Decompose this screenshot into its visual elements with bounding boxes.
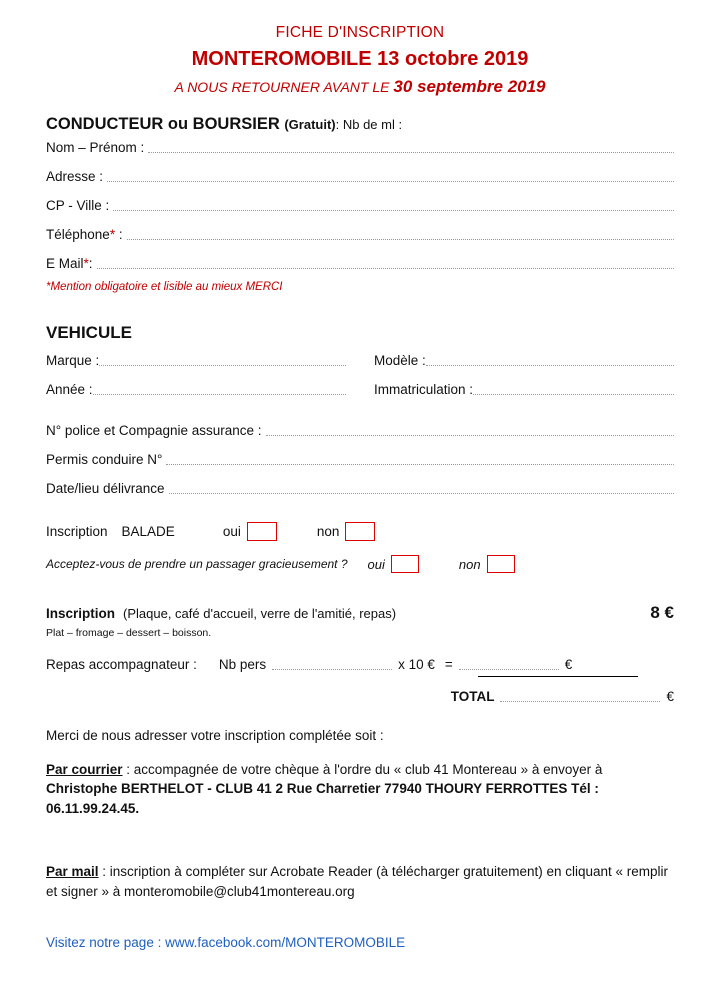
label-plat-detail: Plat – fromage – dessert – boisson. <box>46 627 212 639</box>
header-line-3 <box>0 77 720 97</box>
input-permis-conduire[interactable] <box>166 452 674 465</box>
input-date-lieu-delivrance[interactable] <box>169 481 674 494</box>
conducteur-title-nbml: : Nb de ml : <box>335 117 403 132</box>
label-modele: Modèle : <box>374 353 426 368</box>
label-passager-non: non <box>458 556 481 572</box>
label-balade: BALADE <box>121 524 175 539</box>
field-row-marque-modele <box>46 353 674 368</box>
input-adresse[interactable] <box>107 169 674 182</box>
input-telephone[interactable] <box>127 227 674 240</box>
label-telephone: Téléphone <box>46 227 110 242</box>
input-nb-pers[interactable] <box>272 657 392 670</box>
required-note: *Mention obligatoire et lisible au mieux MERCI <box>46 281 283 293</box>
paragraph-mail <box>46 862 674 901</box>
field-row-adresse[interactable] <box>46 169 674 184</box>
text-courrier-phone: Tél : 06.11.99.24.45. <box>46 781 599 816</box>
field-row-email[interactable] <box>46 256 674 271</box>
required-star-telephone: * <box>109 227 116 242</box>
label-balade-non: non <box>316 524 340 539</box>
conducteur-title-text: CONDUCTEUR ou BOURSIER <box>46 115 280 133</box>
label-inscription-detail: (Plaque, café d'accueil, verre de l'amitié, repas) <box>123 606 397 621</box>
field-row-nom[interactable] <box>46 140 674 155</box>
facebook-prefix: Visitez notre page : <box>46 935 166 951</box>
label-balade-oui: oui <box>222 524 241 539</box>
label-annee: Année : <box>46 382 93 397</box>
field-row-delivrance[interactable] <box>46 481 674 496</box>
field-row-telephone[interactable] <box>46 227 674 242</box>
field-annee[interactable] <box>46 382 346 397</box>
field-row-cp-ville[interactable] <box>46 198 674 213</box>
label-adresse: Adresse : <box>46 169 104 184</box>
field-modele[interactable] <box>374 353 674 368</box>
facebook-link[interactable]: www.facebook.com/MONTEROMOBILE <box>165 935 406 951</box>
required-star-email: * <box>83 256 89 271</box>
input-marque[interactable] <box>99 353 346 366</box>
header-return-before-label: A NOUS RETOURNER AVANT LE <box>174 79 390 95</box>
label-marque: Marque : <box>46 353 100 368</box>
field-row-permis[interactable] <box>46 452 674 467</box>
label-cp-ville: CP - Ville : <box>46 198 110 213</box>
field-row-annee-immat <box>46 382 674 397</box>
label-inscription: Inscription <box>46 524 108 539</box>
text-mail-address[interactable]: monteromobile@club41montereau.org <box>124 883 355 899</box>
field-immatriculation[interactable] <box>374 382 674 397</box>
total-separator-line <box>478 676 638 677</box>
input-total[interactable] <box>500 689 660 702</box>
value-inscription-price: 8 € <box>650 603 674 622</box>
field-row-police[interactable] <box>46 423 674 438</box>
label-euro-repas: € <box>564 657 573 672</box>
header-deadline-date: 30 septembre 2019 <box>393 77 546 96</box>
input-repas-total[interactable] <box>459 657 559 670</box>
input-police-assurance[interactable] <box>266 423 674 436</box>
facebook-line <box>46 935 674 950</box>
label-permis-conduire: Permis conduire N° <box>46 452 163 467</box>
label-passager-oui: oui <box>367 556 385 572</box>
row-repas-accompagnateur <box>46 657 674 672</box>
text-courrier-1: : accompagnée de votre chèque à l'ordre du « club 41 Montereau » à envoyer à <box>122 761 603 777</box>
input-immatriculation[interactable] <box>473 382 674 395</box>
row-inscription-prix <box>46 603 674 623</box>
label-par-mail: Par mail <box>46 864 99 880</box>
header-line-1: FICHE D'INSCRIPTION <box>275 24 445 41</box>
field-marque[interactable] <box>46 353 346 368</box>
input-nom-prenom[interactable] <box>148 140 674 153</box>
row-passager <box>46 555 674 573</box>
input-modele[interactable] <box>426 353 674 366</box>
paragraph-intro: Merci de nous adresser votre inscription complétée soit : <box>46 728 384 743</box>
label-email: E Mail <box>46 256 84 271</box>
label-repas-accompagnateur: Repas accompagnateur : <box>46 657 197 672</box>
input-email[interactable] <box>97 256 674 269</box>
checkbox-balade-non[interactable] <box>345 522 375 541</box>
section-title-conducteur <box>46 115 674 134</box>
label-police-assurance: N° police et Compagnie assurance : <box>46 423 262 438</box>
text-mail-1: : inscription à compléter sur Acrobate Reader (à télécharger gratuitement) en cliquant « remplir et signer » à <box>46 864 669 899</box>
conducteur-title-gratuit: (Gratuit) <box>284 117 336 132</box>
label-multiplier: x 10 € <box>398 657 435 672</box>
section-title-vehicule: VEHICULE <box>46 323 132 342</box>
input-annee[interactable] <box>93 382 346 395</box>
label-passager-question: Acceptez-vous de prendre un passager gracieusement ? <box>46 557 348 571</box>
label-nom-prenom: Nom – Prénom : <box>46 140 145 155</box>
header-line-2: MONTEROMOBILE 13 octobre 2019 <box>191 48 529 70</box>
label-inscription-prix: Inscription <box>46 606 116 621</box>
checkbox-passager-oui[interactable] <box>391 555 419 573</box>
label-telephone-colon: : <box>115 227 123 242</box>
input-cp-ville[interactable] <box>113 198 674 211</box>
checkbox-passager-non[interactable] <box>487 555 515 573</box>
label-par-courrier: Par courrier <box>46 761 123 777</box>
text-courrier-address: Christophe BERTHELOT - CLUB 41 2 Rue Charretier 77940 THOURY FERROTTES <box>46 781 568 797</box>
checkbox-balade-oui[interactable] <box>247 522 277 541</box>
form-body <box>0 115 720 950</box>
form-header <box>0 0 720 97</box>
label-email-colon: : <box>88 256 93 271</box>
label-equals: = <box>444 657 453 672</box>
label-euro-total: € <box>666 689 674 704</box>
label-nb-pers: Nb pers <box>218 657 267 672</box>
row-inscription-balade <box>46 522 674 541</box>
row-total <box>46 689 674 704</box>
label-total: TOTAL <box>450 689 495 704</box>
label-date-lieu-delivrance: Date/lieu délivrance <box>46 481 165 496</box>
label-immatriculation: Immatriculation : <box>374 382 474 397</box>
paragraph-courrier <box>46 760 674 819</box>
